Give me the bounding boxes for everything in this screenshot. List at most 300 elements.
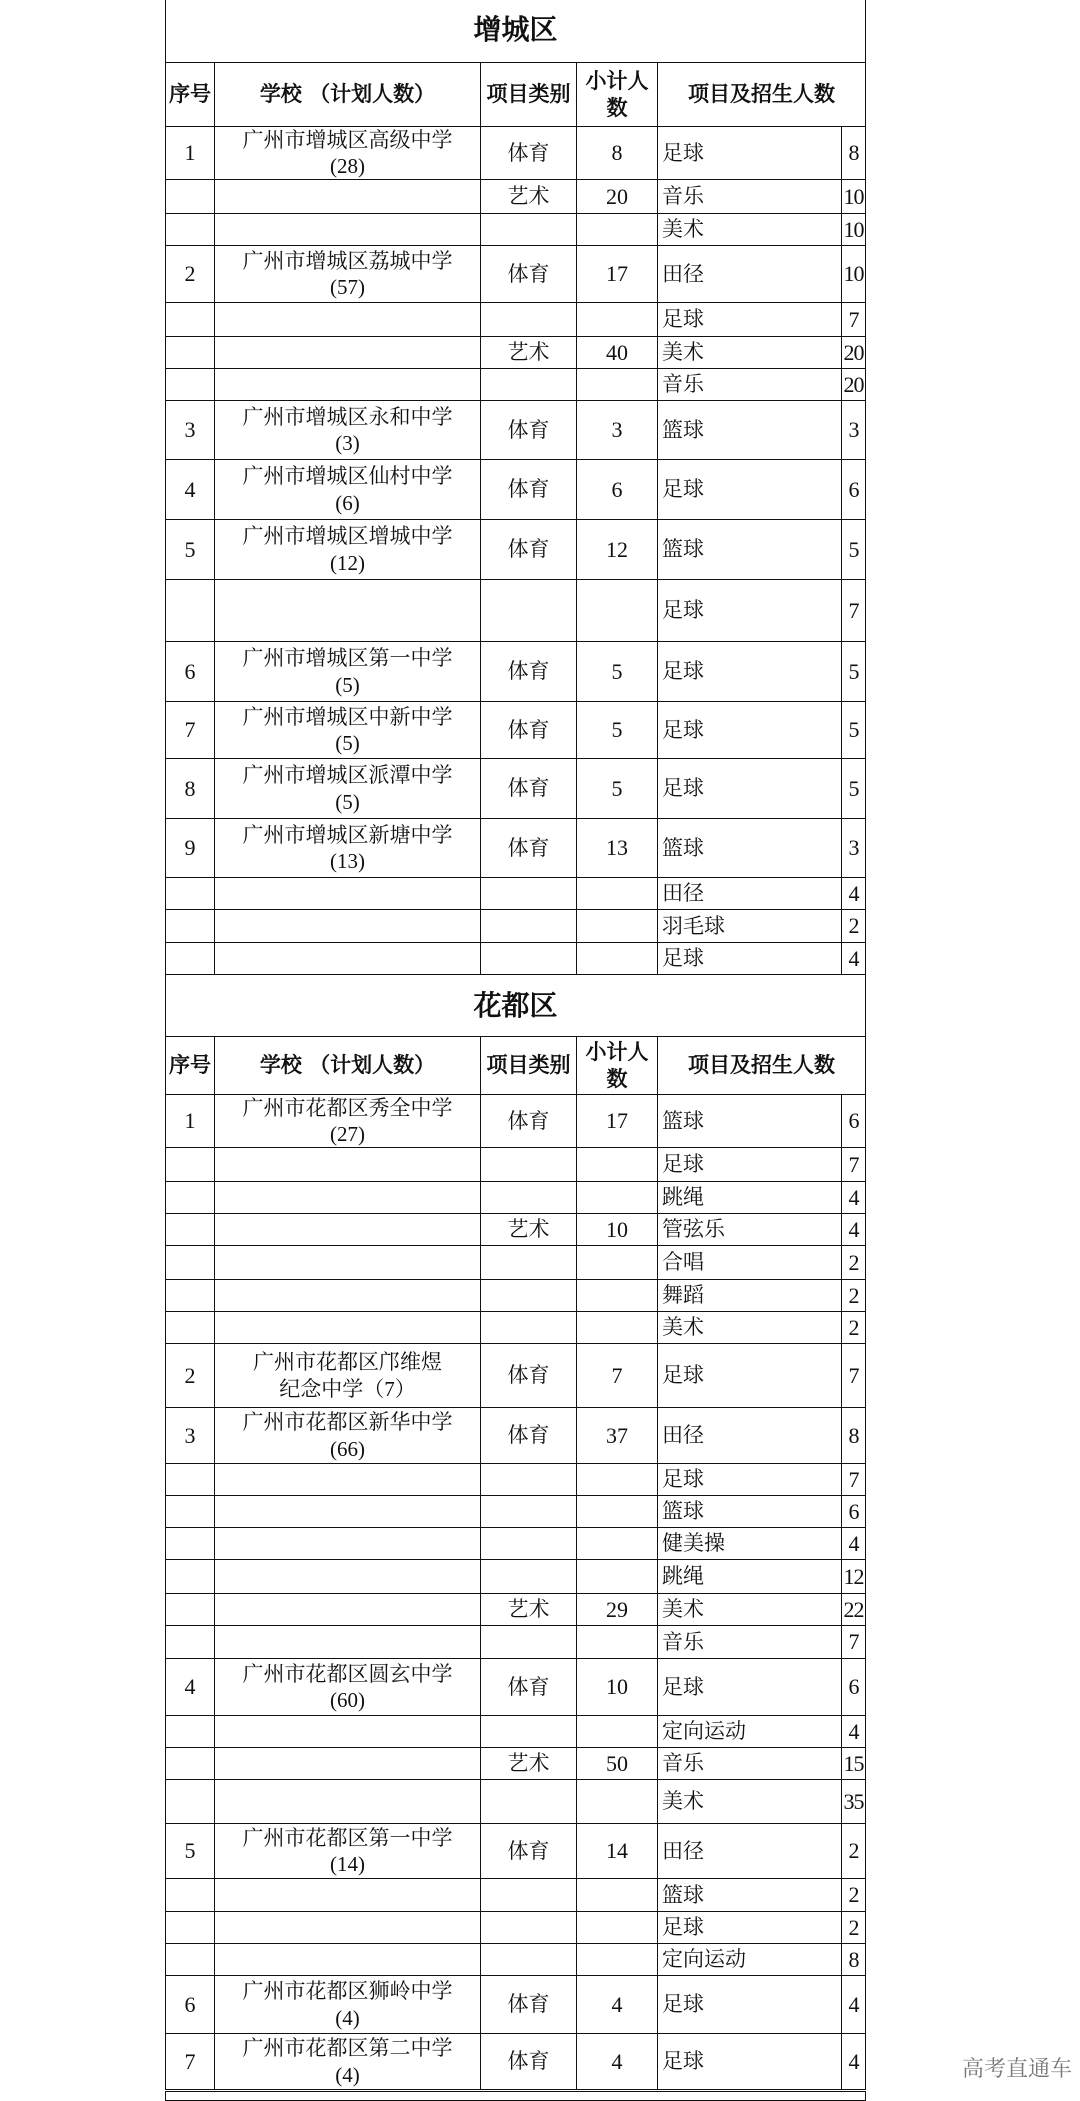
category: 艺术 bbox=[480, 1593, 577, 1626]
row-number bbox=[165, 1779, 215, 1824]
row-number bbox=[165, 213, 215, 246]
subtotal bbox=[576, 1559, 658, 1594]
subtotal: 12 bbox=[576, 519, 658, 580]
item-name: 篮球 bbox=[657, 1094, 842, 1148]
item-count: 7 bbox=[841, 302, 866, 337]
category: 体育 bbox=[480, 2033, 577, 2090]
item-name: 音乐 bbox=[657, 1625, 842, 1659]
row-number: 2 bbox=[165, 1343, 215, 1408]
row-number: 8 bbox=[165, 758, 215, 819]
school-plan: (60) bbox=[330, 1688, 365, 1712]
item-count: 2 bbox=[841, 1311, 866, 1344]
row-number: 6 bbox=[165, 641, 215, 702]
subtotal: 17 bbox=[576, 245, 658, 303]
item-name: 音乐 bbox=[657, 368, 842, 401]
category bbox=[480, 213, 577, 246]
school-name-line: 广州市增城区增城中学 bbox=[242, 524, 453, 549]
subtotal bbox=[576, 877, 658, 910]
school-plan: (12) bbox=[330, 550, 365, 575]
item-name: 美术 bbox=[657, 1311, 842, 1344]
subtotal: 50 bbox=[576, 1747, 658, 1780]
school-plan: (13) bbox=[330, 849, 365, 873]
school-plan: (5) bbox=[335, 789, 360, 814]
school-name-line: 广州市增城区第一中学 bbox=[242, 646, 453, 671]
subtotal bbox=[576, 1147, 658, 1182]
category: 体育 bbox=[480, 641, 577, 702]
item-count: 5 bbox=[841, 641, 866, 702]
item-count: 2 bbox=[841, 909, 866, 943]
subtotal: 13 bbox=[576, 818, 658, 878]
category: 体育 bbox=[480, 126, 577, 180]
item-name: 田径 bbox=[657, 1823, 842, 1879]
row-number bbox=[165, 909, 215, 943]
subtotal: 4 bbox=[576, 1975, 658, 2034]
item-name: 足球 bbox=[657, 1147, 842, 1182]
school-name bbox=[214, 1975, 481, 2034]
category: 体育 bbox=[480, 459, 577, 520]
category: 体育 bbox=[480, 758, 577, 819]
school-name-line: 广州市增城区新塘中学 bbox=[242, 822, 453, 847]
category bbox=[480, 579, 577, 642]
row-number bbox=[165, 179, 215, 214]
item-count: 3 bbox=[841, 400, 866, 460]
school-name bbox=[214, 909, 481, 943]
item-count: 4 bbox=[841, 877, 866, 910]
row-number bbox=[165, 1878, 215, 1912]
school-name bbox=[214, 1779, 481, 1824]
category bbox=[480, 877, 577, 910]
category bbox=[480, 1625, 577, 1659]
item-name: 足球 bbox=[657, 302, 842, 337]
category bbox=[480, 1245, 577, 1280]
item-name: 定向运动 bbox=[657, 1715, 842, 1748]
row-number bbox=[165, 1495, 215, 1528]
header-no: 序号 bbox=[165, 1036, 215, 1095]
item-count: 5 bbox=[841, 701, 866, 759]
school-plan: (4) bbox=[335, 2005, 360, 2030]
subtotal bbox=[576, 579, 658, 642]
school-name bbox=[214, 459, 481, 520]
category: 体育 bbox=[480, 1407, 577, 1464]
item-name: 合唱 bbox=[657, 1245, 842, 1280]
school-name bbox=[214, 519, 481, 580]
school-name bbox=[214, 1823, 481, 1879]
school-name bbox=[214, 1878, 481, 1912]
school-name bbox=[214, 1343, 481, 1408]
item-count: 4 bbox=[841, 1975, 866, 2034]
item-count: 4 bbox=[841, 1213, 866, 1246]
item-name: 足球 bbox=[657, 126, 842, 180]
item-name: 田径 bbox=[657, 877, 842, 910]
item-name: 定向运动 bbox=[657, 1943, 842, 1976]
item-count: 2 bbox=[841, 1823, 866, 1879]
category bbox=[480, 1779, 577, 1824]
subtotal bbox=[576, 1311, 658, 1344]
item-count: 4 bbox=[841, 2033, 866, 2090]
subtotal bbox=[576, 1245, 658, 1280]
subtotal: 14 bbox=[576, 1823, 658, 1879]
category: 艺术 bbox=[480, 1213, 577, 1246]
school-name bbox=[214, 942, 481, 975]
item-count: 8 bbox=[841, 1943, 866, 1976]
item-count: 2 bbox=[841, 1245, 866, 1280]
watermark: 高考直通车 bbox=[962, 2057, 1073, 2082]
subtotal: 7 bbox=[576, 1343, 658, 1408]
row-number bbox=[165, 1181, 215, 1214]
school-plan: (4) bbox=[335, 2062, 360, 2087]
subtotal bbox=[576, 368, 658, 401]
subtotal bbox=[576, 1625, 658, 1659]
item-name: 篮球 bbox=[657, 400, 842, 460]
category bbox=[480, 1878, 577, 1912]
subtotal: 3 bbox=[576, 400, 658, 460]
school-name bbox=[214, 579, 481, 642]
row-number: 6 bbox=[165, 1975, 215, 2034]
school-name bbox=[214, 1559, 481, 1594]
item-name: 美术 bbox=[657, 336, 842, 369]
school-name bbox=[214, 758, 481, 819]
item-count: 8 bbox=[841, 1407, 866, 1464]
category: 体育 bbox=[480, 400, 577, 460]
row-number bbox=[165, 1279, 215, 1312]
subtotal: 8 bbox=[576, 126, 658, 180]
school-name bbox=[214, 1593, 481, 1626]
category: 体育 bbox=[480, 245, 577, 303]
school-plan: (5) bbox=[335, 672, 360, 697]
item-count: 20 bbox=[841, 368, 866, 401]
row-number bbox=[165, 1911, 215, 1944]
school-plan: (57) bbox=[330, 275, 365, 299]
school-name bbox=[214, 1181, 481, 1214]
item-count: 6 bbox=[841, 1495, 866, 1528]
subtotal: 40 bbox=[576, 336, 658, 369]
category bbox=[480, 1147, 577, 1182]
header-category: 项目类别 bbox=[480, 62, 577, 127]
row-number bbox=[165, 1213, 215, 1246]
item-name: 足球 bbox=[657, 1463, 842, 1496]
table-continuation bbox=[165, 2091, 866, 2101]
item-count: 20 bbox=[841, 336, 866, 369]
subtotal bbox=[576, 1943, 658, 1976]
row-number bbox=[165, 302, 215, 337]
item-name: 足球 bbox=[657, 1911, 842, 1944]
row-number bbox=[165, 368, 215, 401]
row-number: 3 bbox=[165, 1407, 215, 1464]
item-count: 7 bbox=[841, 579, 866, 642]
category bbox=[480, 942, 577, 975]
item-count: 7 bbox=[841, 1147, 866, 1182]
item-name: 跳绳 bbox=[657, 1559, 842, 1594]
subtotal: 17 bbox=[576, 1094, 658, 1148]
category bbox=[480, 1559, 577, 1594]
school-name bbox=[214, 336, 481, 369]
item-name: 篮球 bbox=[657, 1495, 842, 1528]
school-name bbox=[214, 400, 481, 460]
school-plan: (6) bbox=[335, 490, 360, 515]
school-name-line: 广州市增城区荔城中学 bbox=[242, 248, 453, 273]
subtotal: 6 bbox=[576, 459, 658, 520]
school-name bbox=[214, 641, 481, 702]
item-name: 跳绳 bbox=[657, 1181, 842, 1214]
school-name bbox=[214, 1658, 481, 1716]
item-count: 6 bbox=[841, 459, 866, 520]
school-name bbox=[214, 1527, 481, 1560]
category: 体育 bbox=[480, 701, 577, 759]
header-no: 序号 bbox=[165, 62, 215, 127]
school-name bbox=[214, 1625, 481, 1659]
subtotal bbox=[576, 302, 658, 337]
school-name bbox=[214, 1245, 481, 1280]
subtotal bbox=[576, 1181, 658, 1214]
category: 体育 bbox=[480, 519, 577, 580]
row-number: 4 bbox=[165, 459, 215, 520]
category bbox=[480, 1181, 577, 1214]
subtotal bbox=[576, 1495, 658, 1528]
row-number: 7 bbox=[165, 701, 215, 759]
subtotal bbox=[576, 213, 658, 246]
school-name bbox=[214, 368, 481, 401]
row-number bbox=[165, 1245, 215, 1280]
category bbox=[480, 1311, 577, 1344]
category bbox=[480, 1463, 577, 1496]
school-name-line: 广州市花都区秀全中学 bbox=[242, 1095, 453, 1120]
school-plan: (5) bbox=[335, 731, 360, 755]
row-number bbox=[165, 942, 215, 975]
row-number: 5 bbox=[165, 519, 215, 580]
school-name bbox=[214, 1311, 481, 1344]
item-name: 篮球 bbox=[657, 1878, 842, 1912]
item-count: 7 bbox=[841, 1463, 866, 1496]
header-category: 项目类别 bbox=[480, 1036, 577, 1095]
item-name: 篮球 bbox=[657, 519, 842, 580]
item-count: 6 bbox=[841, 1094, 866, 1148]
item-name: 管弦乐 bbox=[657, 1213, 842, 1246]
row-number: 9 bbox=[165, 818, 215, 878]
category bbox=[480, 368, 577, 401]
item-name: 足球 bbox=[657, 459, 842, 520]
category: 艺术 bbox=[480, 336, 577, 369]
category: 体育 bbox=[480, 1823, 577, 1879]
item-count: 22 bbox=[841, 1593, 866, 1626]
item-count: 10 bbox=[841, 213, 866, 246]
school-name bbox=[214, 179, 481, 214]
school-name bbox=[214, 1279, 481, 1312]
row-number bbox=[165, 1593, 215, 1626]
item-name: 音乐 bbox=[657, 179, 842, 214]
row-number: 4 bbox=[165, 1658, 215, 1716]
subtotal bbox=[576, 1715, 658, 1748]
row-number bbox=[165, 1625, 215, 1659]
school-name-line: 广州市花都区新华中学 bbox=[242, 1410, 453, 1435]
header-subtotal: 小计人数 bbox=[576, 1036, 658, 1095]
item-count: 15 bbox=[841, 1747, 866, 1780]
item-name: 足球 bbox=[657, 1658, 842, 1716]
category bbox=[480, 909, 577, 943]
school-name-line: 广州市增城区高级中学 bbox=[242, 127, 453, 152]
row-number: 3 bbox=[165, 400, 215, 460]
category: 体育 bbox=[480, 1343, 577, 1408]
category bbox=[480, 1911, 577, 1944]
school-name bbox=[214, 877, 481, 910]
item-name: 舞蹈 bbox=[657, 1279, 842, 1312]
district-title: 增城区 bbox=[165, 0, 866, 63]
item-name: 美术 bbox=[657, 1779, 842, 1824]
category: 体育 bbox=[480, 1658, 577, 1716]
subtotal bbox=[576, 942, 658, 975]
row-number bbox=[165, 1147, 215, 1182]
item-name: 美术 bbox=[657, 213, 842, 246]
header-school: 学校 （计划人数） bbox=[214, 1036, 481, 1095]
row-number bbox=[165, 877, 215, 910]
category bbox=[480, 1495, 577, 1528]
header-subtotal: 小计人数 bbox=[576, 62, 658, 127]
school-plan: 纪念中学（7） bbox=[279, 1376, 416, 1401]
subtotal: 5 bbox=[576, 758, 658, 819]
school-name bbox=[214, 818, 481, 878]
subtotal: 20 bbox=[576, 179, 658, 214]
subtotal: 10 bbox=[576, 1213, 658, 1246]
item-count: 5 bbox=[841, 758, 866, 819]
category bbox=[480, 1527, 577, 1560]
row-number bbox=[165, 1943, 215, 1976]
category: 体育 bbox=[480, 1094, 577, 1148]
school-name-line: 广州市花都区邝维煜 bbox=[253, 1350, 442, 1375]
item-name: 足球 bbox=[657, 1975, 842, 2034]
school-name bbox=[214, 701, 481, 759]
row-number: 7 bbox=[165, 2033, 215, 2090]
school-name bbox=[214, 1407, 481, 1464]
item-name: 篮球 bbox=[657, 818, 842, 878]
item-count: 4 bbox=[841, 1527, 866, 1560]
row-number bbox=[165, 1715, 215, 1748]
subtotal bbox=[576, 1878, 658, 1912]
item-name: 足球 bbox=[657, 579, 842, 642]
item-name: 田径 bbox=[657, 245, 842, 303]
category bbox=[480, 1279, 577, 1312]
school-name-line: 广州市增城区永和中学 bbox=[242, 404, 453, 429]
item-count: 5 bbox=[841, 519, 866, 580]
item-count: 4 bbox=[841, 942, 866, 975]
category: 体育 bbox=[480, 818, 577, 878]
item-count: 10 bbox=[841, 179, 866, 214]
school-name bbox=[214, 1147, 481, 1182]
subtotal: 37 bbox=[576, 1407, 658, 1464]
item-name: 田径 bbox=[657, 1407, 842, 1464]
school-name-line: 广州市增城区派潭中学 bbox=[242, 763, 453, 788]
item-count: 4 bbox=[841, 1181, 866, 1214]
school-name bbox=[214, 1715, 481, 1748]
school-name bbox=[214, 2033, 481, 2090]
item-count: 2 bbox=[841, 1878, 866, 1912]
row-number bbox=[165, 1463, 215, 1496]
row-number bbox=[165, 1747, 215, 1780]
item-name: 足球 bbox=[657, 942, 842, 975]
subtotal: 5 bbox=[576, 641, 658, 702]
item-count: 2 bbox=[841, 1911, 866, 1944]
school-name bbox=[214, 1094, 481, 1148]
school-name-line: 广州市花都区圆玄中学 bbox=[242, 1661, 453, 1686]
category bbox=[480, 1943, 577, 1976]
item-count: 12 bbox=[841, 1559, 866, 1594]
item-count: 10 bbox=[841, 245, 866, 303]
subtotal bbox=[576, 1527, 658, 1560]
subtotal bbox=[576, 1463, 658, 1496]
item-count: 4 bbox=[841, 1715, 866, 1748]
category bbox=[480, 302, 577, 337]
subtotal: 4 bbox=[576, 2033, 658, 2090]
header-items: 项目及招生人数 bbox=[657, 62, 866, 127]
header-school: 学校 （计划人数） bbox=[214, 62, 481, 127]
item-name: 羽毛球 bbox=[657, 909, 842, 943]
subtotal: 5 bbox=[576, 701, 658, 759]
school-name-line: 广州市花都区第一中学 bbox=[242, 1825, 453, 1850]
row-number bbox=[165, 1527, 215, 1560]
subtotal: 10 bbox=[576, 1658, 658, 1716]
item-name: 健美操 bbox=[657, 1527, 842, 1560]
district-title: 花都区 bbox=[165, 974, 866, 1037]
school-plan: (14) bbox=[330, 1852, 365, 1876]
row-number bbox=[165, 336, 215, 369]
school-name bbox=[214, 1911, 481, 1944]
item-count: 6 bbox=[841, 1658, 866, 1716]
item-count: 7 bbox=[841, 1343, 866, 1408]
school-name bbox=[214, 245, 481, 303]
category: 艺术 bbox=[480, 1747, 577, 1780]
row-number: 5 bbox=[165, 1823, 215, 1879]
item-name: 美术 bbox=[657, 1593, 842, 1626]
school-name bbox=[214, 1747, 481, 1780]
category: 体育 bbox=[480, 1975, 577, 2034]
row-number bbox=[165, 1559, 215, 1594]
school-name-line: 广州市花都区第二中学 bbox=[242, 2036, 453, 2061]
school-plan: (3) bbox=[335, 431, 360, 455]
category bbox=[480, 1715, 577, 1748]
item-count: 3 bbox=[841, 818, 866, 878]
school-name bbox=[214, 213, 481, 246]
item-name: 足球 bbox=[657, 2033, 842, 2090]
school-plan: (66) bbox=[330, 1436, 365, 1461]
header-items: 项目及招生人数 bbox=[657, 1036, 866, 1095]
school-name bbox=[214, 1213, 481, 1246]
item-name: 足球 bbox=[657, 758, 842, 819]
item-count: 35 bbox=[841, 1779, 866, 1824]
row-number: 1 bbox=[165, 1094, 215, 1148]
item-name: 音乐 bbox=[657, 1747, 842, 1780]
category: 艺术 bbox=[480, 179, 577, 214]
school-name-line: 广州市增城区仙村中学 bbox=[242, 464, 453, 489]
school-plan: (28) bbox=[330, 154, 365, 178]
subtotal bbox=[576, 1779, 658, 1824]
school-name bbox=[214, 1495, 481, 1528]
subtotal bbox=[576, 1911, 658, 1944]
school-name bbox=[214, 126, 481, 180]
school-name-line: 广州市增城区中新中学 bbox=[242, 704, 453, 729]
item-name: 足球 bbox=[657, 1343, 842, 1408]
item-count: 2 bbox=[841, 1279, 866, 1312]
item-count: 8 bbox=[841, 126, 866, 180]
school-name bbox=[214, 302, 481, 337]
subtotal bbox=[576, 1279, 658, 1312]
row-number bbox=[165, 1311, 215, 1344]
row-number: 2 bbox=[165, 245, 215, 303]
row-number: 1 bbox=[165, 126, 215, 180]
school-name bbox=[214, 1943, 481, 1976]
item-name: 足球 bbox=[657, 701, 842, 759]
subtotal bbox=[576, 909, 658, 943]
school-name bbox=[214, 1463, 481, 1496]
item-count: 7 bbox=[841, 1625, 866, 1659]
school-name-line: 广州市花都区狮岭中学 bbox=[242, 1979, 453, 2004]
